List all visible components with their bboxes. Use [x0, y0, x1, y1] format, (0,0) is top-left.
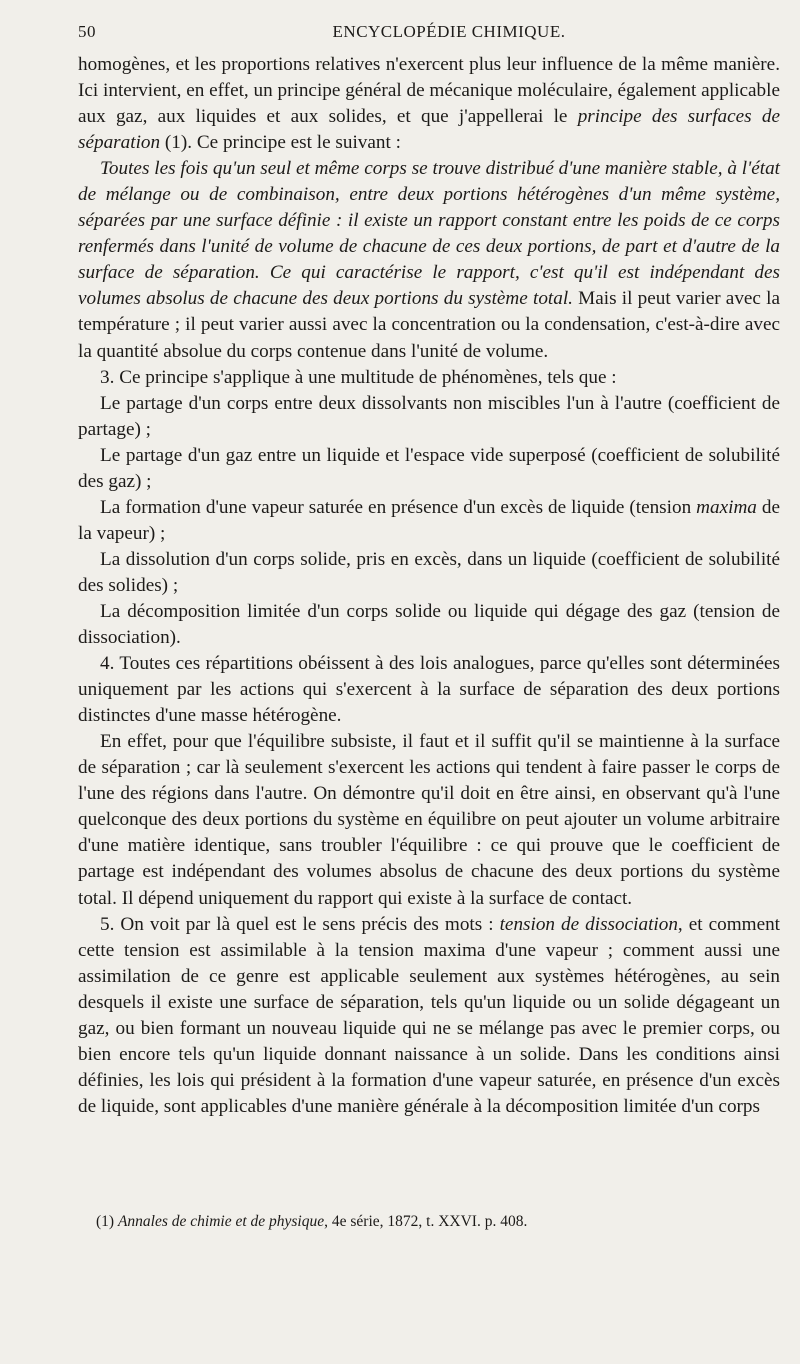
page-number: 50	[78, 22, 96, 41]
list-item: Le partage d'un gaz entre un liquide et l'espace vide superposé (coefficient de solubilité des gaz) ;	[78, 444, 780, 492]
page	[78, 22, 780, 1120]
running-title: ENCYCLOPÉDIE CHIMIQUE.	[332, 22, 566, 41]
list-item: La formation d'une vapeur saturée en présence d'un excès de liquide (tension maxima de la vapeur) ;	[78, 496, 780, 544]
body-text	[78, 52, 780, 1120]
list-item: La dissolution d'un corps solide, pris en excès, dans un liquide (coefficient de solubilité des solides) ;	[78, 548, 780, 596]
principle-statement: Toutes les fois qu'un seul et même corps se trouve distribué d'une manière stable, à l'état de mélange ou de combinaison, entre deux portions hétérogènes d'un même système, séparées par une surface définie : il existe un rapport constant entre les poids de ce corps renfermés dans l'unité de volume de chacune de ces deux portions, de part et d'autre de la surface de séparation. Ce qui caractérise le rapport, c'est qu'il est indépendant des volumes absolus de chacune des deux portions du système total. Mais il peut varier avec la température ; il peut varier aussi avec la concentration ou la condensation, c'est-à-dire avec la quantité absolue du corps contenue dans l'unité de volume.	[78, 158, 780, 362]
paragraph: homogènes, et les proportions relatives n'exercent plus leur influence de la même manière. Ici intervient, en effet, un principe général de mécanique moléculaire, également applicable aux gaz, aux liquides et aux solides, et que j'appellerai le principe des surfaces de séparation (1). Ce principe est le suivant :	[78, 54, 780, 154]
section-5-paragraph: 5. On voit par là quel est le sens précis des mots : tension de dissociation, et comment cette tension est assimilable à la tension maxima d'une vapeur ; comment aussi une assimilation de ce genre est applicable seulement aux systèmes hétérogènes, au sein desquels il existe une surface de séparation, tels qu'un liquide ou un solide dégageant un gaz, ou bien formant un nouveau liquide qui ne se mélange pas avec le premier corps, ou bien encore tels qu'un liquide donnant naissance à un solide. Dans les conditions ainsi définies, les lois qui président à la formation d'une vapeur saturée, en présence d'un excès de liquide, sont applicables d'une manière générale à la décomposition limitée d'un corps	[78, 913, 781, 1117]
list-item: Le partage d'un corps entre deux dissolvants non miscibles l'un à l'autre (coefficient de partage) ;	[78, 392, 780, 440]
paragraph: En effet, pour que l'équilibre subsiste, il faut et il suffit qu'il se maintienne à la surface de séparation ; car là seulement s'exercent les actions qui tendent à faire passer le corps de l'une des régions dans l'autre. On démontre qu'il doit en être ainsi, en observant qu'à l'une quelconque des deux portions du système en équilibre on peut ajouter un volume arbitraire d'une matière identique, sans troubler l'équilibre : ce qui prouve que le coefficient de partage est indépendant des volumes absolus de chacune des deux portions du système total. Il dépend uniquement du rapport qui existe à la surface de contact.	[78, 731, 780, 909]
list-item: La décomposition limitée d'un corps solide ou liquide qui dégage des gaz (tension de dissociation).	[78, 600, 780, 649]
footnote: (1) Annales de chimie et de physique, 4e série, 1872, t. XXVI. p. 408.	[96, 1213, 528, 1230]
section-3-heading: 3. Ce principe s'applique à une multitude de phénomènes, tels que :	[100, 366, 617, 388]
section-4-paragraph: 4. Toutes ces répartitions obéissent à des lois analogues, parce qu'elles sont déterminées uniquement par les actions qui s'exercent à la surface de séparation des deux portions distinctes d'une masse hétérogène.	[78, 653, 780, 727]
running-head	[78, 22, 780, 52]
